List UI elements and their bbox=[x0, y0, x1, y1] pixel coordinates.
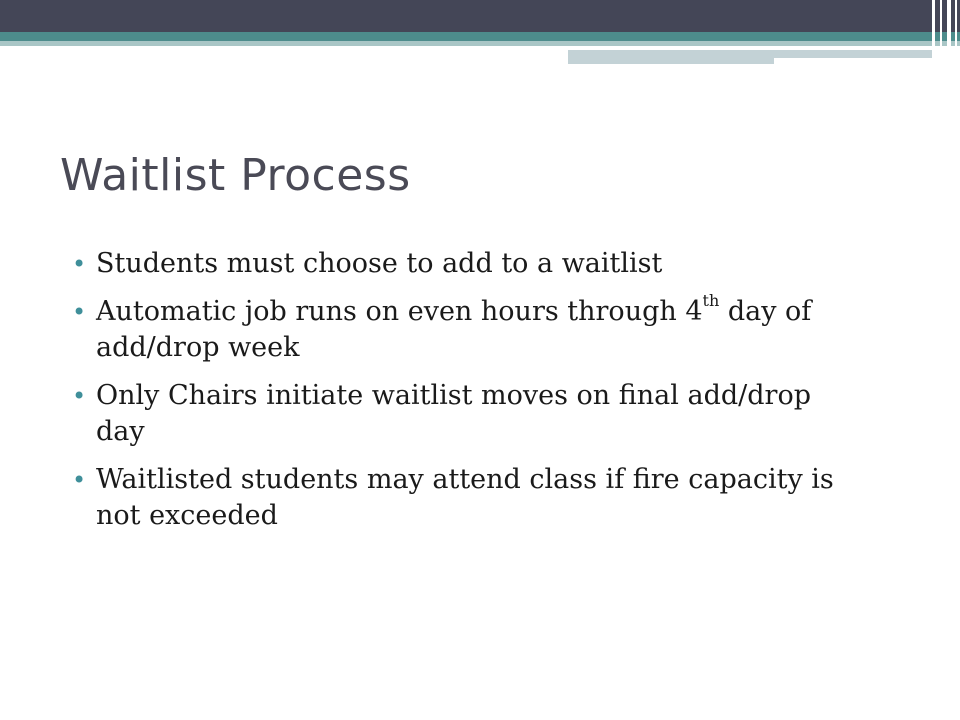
bullet-text: Automatic job runs on even hours through 4 bbox=[96, 296, 703, 327]
header-underbar bbox=[568, 50, 774, 64]
header-underbar-right bbox=[774, 50, 934, 58]
header-stripe bbox=[955, 0, 957, 64]
bullet-item bbox=[72, 462, 852, 534]
bullet-text: Students must choose to add to a waitlist bbox=[96, 248, 663, 279]
header-stripe bbox=[940, 0, 942, 64]
bullet-item bbox=[72, 291, 852, 366]
bullet-item bbox=[72, 378, 852, 450]
slide-title: Waitlist Process bbox=[60, 150, 411, 201]
bullet-text: Only Chairs initiate waitlist moves on final add/drop day bbox=[96, 380, 811, 447]
header-stripe bbox=[932, 0, 935, 64]
bullet-icon: • bbox=[72, 382, 87, 410]
header-dark-bar bbox=[0, 0, 960, 32]
header-stripe bbox=[947, 0, 951, 64]
bullet-item bbox=[72, 246, 852, 282]
bullet-icon: • bbox=[72, 298, 87, 326]
bullet-icon: • bbox=[72, 250, 87, 278]
bullet-list bbox=[72, 246, 852, 546]
header-teal-bar bbox=[0, 32, 960, 41]
bullet-text-continued: day of add/drop week bbox=[96, 296, 812, 363]
bullet-icon: • bbox=[72, 466, 87, 494]
bullet-text: Waitlisted students may attend class if fire capacity is not exceeded bbox=[96, 464, 834, 531]
ordinal-superscript: th bbox=[702, 291, 720, 310]
